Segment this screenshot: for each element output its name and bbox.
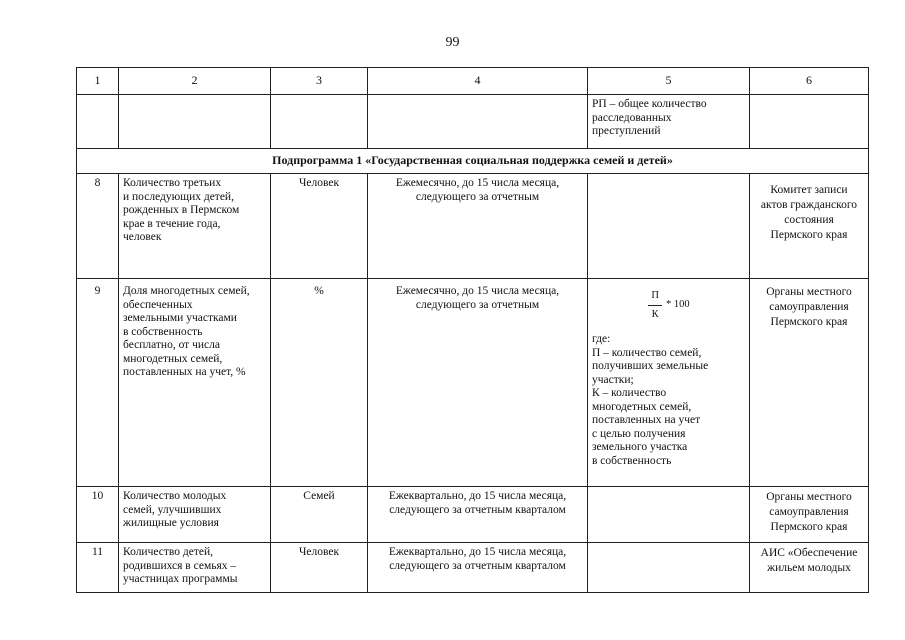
period-line: Ежемесячно, до 15 числа месяца, — [395, 177, 560, 189]
period-line: следующего за отчетным — [415, 190, 540, 203]
name-line: поставленных на учет, % — [123, 366, 246, 378]
method-line: земельного участка — [592, 441, 688, 453]
method-line: с целью получения — [592, 427, 686, 440]
cell-responsible — [750, 279, 869, 487]
method-line: поставленных на учет — [592, 414, 701, 426]
cell-num: 10 — [77, 487, 119, 543]
name-line: многодетных семей, — [123, 352, 223, 365]
formula-numerator: П — [648, 289, 662, 306]
responsible-line: Органы местного — [766, 491, 852, 503]
cell-name — [119, 487, 271, 543]
cell-method — [588, 487, 750, 543]
cell-method — [588, 279, 750, 487]
name-line: и последующих детей, — [123, 190, 234, 203]
responsible-line: Пермского края — [770, 229, 848, 241]
responsible-line: Органы местного — [766, 286, 852, 298]
period-line: Ежеквартально, до 15 числа месяца, — [388, 546, 567, 558]
name-line: бесплатно, от числа — [123, 339, 220, 351]
method-line: К – количество — [592, 387, 667, 399]
column-number: 2 — [119, 68, 271, 95]
cell-num: 9 — [77, 279, 119, 487]
cell-responsible — [750, 487, 869, 543]
name-line: Доля многодетных семей, — [123, 285, 250, 297]
name-line: участницах программы — [123, 573, 238, 585]
formula-multiplier: * 100 — [665, 299, 690, 311]
responsible-line: жильем молодых — [767, 562, 851, 574]
subprogram-row — [77, 149, 869, 174]
name-line: Количество молодых — [123, 490, 227, 502]
cell-period — [368, 174, 588, 279]
name-line: жилищные условия — [123, 517, 219, 529]
cell-name — [119, 95, 271, 149]
column-number: 6 — [750, 68, 869, 95]
responsible-line: состояния — [784, 214, 834, 226]
column-number: 3 — [271, 68, 368, 95]
period-line: Ежеквартально, до 15 числа месяца, — [388, 490, 567, 502]
period-line: следующего за отчетным — [415, 298, 540, 311]
name-line: Количество третьих — [123, 177, 222, 189]
cell-unit: Человек — [271, 543, 368, 593]
fraction — [648, 289, 662, 321]
name-line: человек — [123, 231, 162, 243]
cell-unit: Семей — [271, 487, 368, 543]
cell-responsible — [750, 95, 869, 149]
cell-period — [368, 487, 588, 543]
responsible-line: Комитет записи — [770, 184, 848, 196]
method-line: РП – общее количество — [592, 98, 707, 110]
method-line: преступлений — [592, 125, 661, 137]
period-line: следующего за отчетным кварталом — [389, 503, 566, 516]
method-line: в собственность — [592, 454, 672, 467]
table-row — [77, 279, 869, 487]
name-line: земельными участками — [123, 312, 237, 324]
table-row — [77, 174, 869, 279]
name-line: семей, улучшивших — [123, 503, 222, 516]
method-line: участки; — [592, 373, 634, 386]
responsible-line: актов гражданского — [760, 199, 858, 211]
formula-denominator: К — [651, 308, 659, 320]
name-line: Количество детей, — [123, 546, 213, 558]
responsible-line: Пермского края — [770, 521, 848, 533]
page-number: 99 — [445, 35, 460, 50]
cell-period — [368, 543, 588, 593]
name-line: в собственность — [123, 325, 203, 338]
name-line: обеспеченных — [123, 298, 193, 311]
column-number: 4 — [368, 68, 588, 95]
name-line: рожденных в Пермском — [123, 204, 240, 216]
subprogram-title: Подпрограмма 1 «Государственная социальная поддержка семей и детей» — [77, 149, 869, 174]
cell-unit: % — [271, 279, 368, 487]
cell-num: 8 — [77, 174, 119, 279]
cell-period — [368, 279, 588, 487]
cell-unit — [271, 95, 368, 149]
cell-responsible — [750, 543, 869, 593]
responsible-line: самоуправления — [769, 506, 849, 518]
responsible-line: АИС «Обеспечение — [760, 547, 858, 559]
responsible-line: Пермского края — [770, 316, 848, 328]
cell-method — [588, 174, 750, 279]
cell-period — [368, 95, 588, 149]
name-line: крае в течение года, — [123, 217, 221, 230]
column-number: 5 — [588, 68, 750, 95]
cell-name — [119, 543, 271, 593]
name-line: родившихся в семьях – — [123, 559, 237, 572]
cell-name — [119, 279, 271, 487]
method-line: расследованных — [592, 111, 672, 124]
responsible-line: самоуправления — [769, 301, 849, 313]
cell-responsible — [750, 174, 869, 279]
cell-num — [77, 95, 119, 149]
method-line: П – количество семей, — [592, 346, 702, 359]
cell-name — [119, 174, 271, 279]
table-row — [77, 543, 869, 593]
table-row — [77, 487, 869, 543]
period-line: Ежемесячно, до 15 числа месяца, — [395, 285, 560, 297]
method-line: где: — [592, 333, 611, 345]
table-row — [77, 95, 869, 149]
method-line: многодетных семей, — [592, 400, 692, 413]
cell-method — [588, 543, 750, 593]
indicators-table — [76, 67, 869, 593]
period-line: следующего за отчетным кварталом — [389, 559, 566, 572]
method-line: получивших земельные — [592, 360, 709, 372]
cell-num: 11 — [77, 543, 119, 593]
column-number: 1 — [77, 68, 119, 95]
cell-unit: Человек — [271, 174, 368, 279]
cell-method — [588, 95, 750, 149]
column-number-row — [77, 68, 869, 95]
formula — [592, 289, 746, 321]
